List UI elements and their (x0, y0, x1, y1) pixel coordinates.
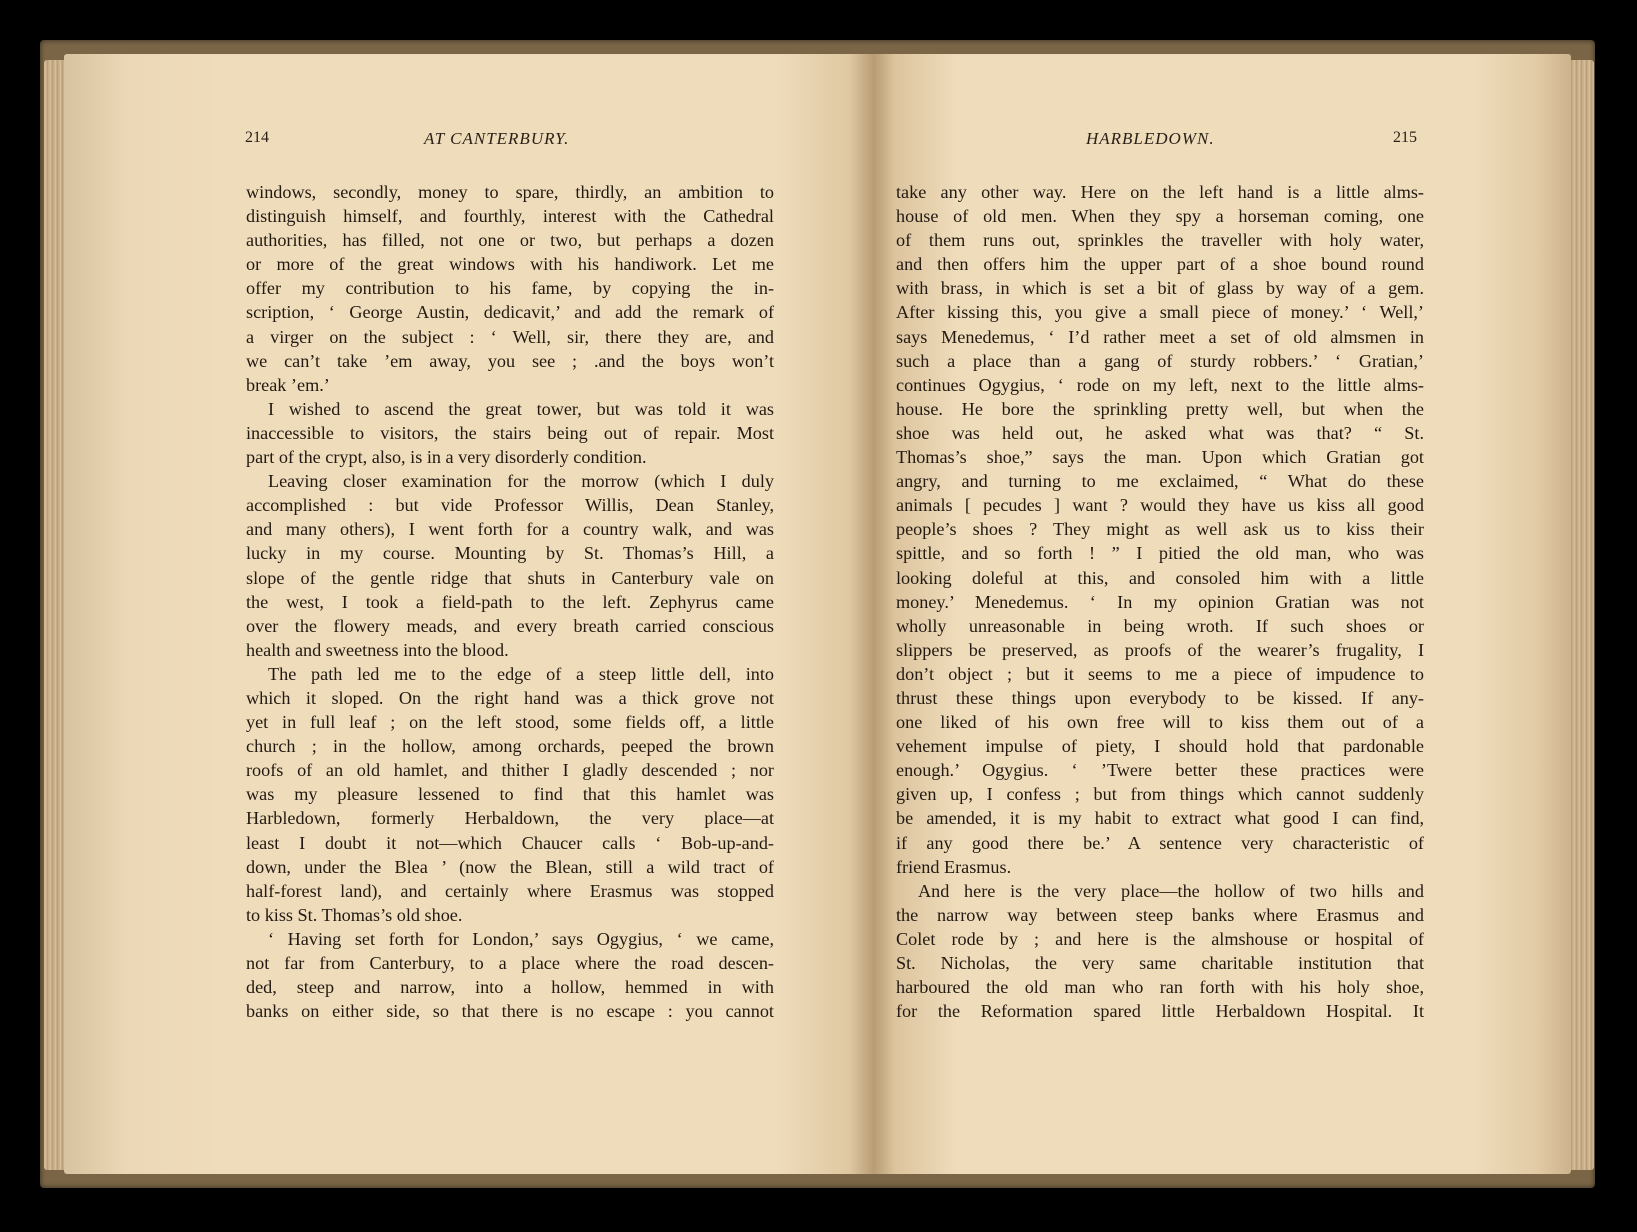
text-line: lucky in my course. Mounting by St. Thomas’s Hill, a (246, 543, 774, 564)
text-line: offer my contribution to his fame, by copying the in- (246, 278, 774, 299)
text-line: Leaving closer examination for the morrow (which I duly (268, 471, 774, 492)
text-line: the west, I took a field-path to the left. Zephyrus came (246, 591, 774, 612)
text-line: scription, ‘ George Austin, dedicavit,’ and add the remark of (246, 302, 774, 323)
text-line: Harbledown, formerly Herbaldown, the very place—at (246, 808, 774, 829)
text-line: wholly unreasonable in being wroth. If such shoes or (896, 615, 1424, 636)
text-line: given up, I confess ; but from things which cannot suddenly (896, 784, 1424, 805)
text-line: continues Ogygius, ‘ rode on my left, next to the little alms- (896, 374, 1424, 395)
text-line: over the flowery meads, and every breath carried conscious (246, 615, 774, 636)
text-line: people’s shoes ? They might as well ask us to kiss their (896, 519, 1424, 540)
text-line: vehement impulse of piety, I should hold that pardonable (896, 736, 1424, 757)
text-line: if any good there be.’ A sentence very characteristic of (896, 832, 1424, 853)
text-line: slippers be preserved, as proofs of the wearer’s frugality, I (896, 639, 1424, 660)
text-line: the narrow way between steep banks where Erasmus and (896, 904, 1424, 925)
text-line: down, under the Blea ’ (now the Blean, still a wild tract of (246, 856, 774, 877)
text-line: looking doleful at this, and consoled him with a little (896, 567, 1424, 588)
text-line: one liked of his own free will to kiss them out of a (896, 712, 1424, 733)
text-line: windows, secondly, money to spare, thirdly, an ambition to (246, 182, 774, 202)
text-line: Colet rode by ; and here is the almshouse or hospital of (896, 928, 1424, 949)
text-line: Thomas’s shoe,” says the man. Upon which Gratian got (896, 447, 1424, 468)
right-page-text (896, 180, 1424, 1023)
text-line: harboured the old man who ran forth with his holy shoe, (896, 977, 1424, 998)
text-line: be amended, it is my habit to extract what good I can find, (896, 808, 1424, 829)
text-line: slope of the gentle ridge that shuts in Canterbury vale on (246, 567, 774, 588)
text-line: I wished to ascend the great tower, but was told it was (268, 398, 774, 419)
text-line: house. He bore the sprinkling pretty well, but when the (896, 398, 1424, 419)
text-line: don’t object ; but it seems to me a piece of impudence to (896, 663, 1424, 684)
text-line: After kissing this, you give a small piece of money.’ ‘ Well,’ (896, 302, 1424, 323)
left-running-title: AT CANTERBURY. (424, 129, 570, 148)
text-line: friend Erasmus. (896, 856, 1012, 877)
text-line: to kiss St. Thomas’s old shoe. (246, 904, 463, 925)
text-line: for the Reformation spared little Herbaldown Hospital. It (896, 1001, 1424, 1022)
text-line: And here is the very place—the hollow of two hills and (918, 880, 1424, 901)
text-line: says Menedemus, ‘ I’d rather meet a set of old almsmen in (896, 326, 1424, 347)
text-line: ded, steep and narrow, into a hollow, hemmed in with (246, 977, 774, 998)
text-line: and then offers him the upper part of a shoe bound round (896, 254, 1424, 275)
text-line: inaccessible to visitors, the stairs being out of repair. Most (246, 422, 774, 443)
text-line: animals [ pecudes ] want ? would they have us kiss all good (896, 495, 1424, 516)
text-line: church ; in the hollow, among orchards, peeped the brown (246, 736, 774, 757)
text-line: ‘ Having set forth for London,’ says Ogygius, ‘ we came, (268, 928, 774, 949)
text-line: was my pleasure lessened to find that this hamlet was (246, 784, 774, 805)
text-line: accomplished : but vide Professor Willis, Dean Stanley, (246, 495, 774, 516)
page-edges-right (1568, 60, 1594, 1170)
right-running-title: HARBLEDOWN. (1086, 129, 1215, 148)
text-line: of them runs out, sprinkles the traveller with holy water, (896, 230, 1424, 251)
text-line: and many others), I went forth for a country walk, and was (246, 519, 774, 540)
text-line: such a place than a gang of sturdy robbers.’ ‘ Gratian,’ (896, 350, 1424, 371)
text-line: thrust these things upon everybody to be kissed. If any- (896, 687, 1424, 708)
text-line: house of old men. When they spy a horseman coming, one (896, 206, 1424, 227)
text-line: take any other way. Here on the left hand is a little alms- (896, 182, 1424, 202)
text-line: health and sweetness into the blood. (246, 639, 509, 660)
text-line: we can’t take ’em away, you see ; .and the boys won’t (246, 350, 774, 371)
text-line: break ’em.’ (246, 374, 330, 395)
text-line: authorities, has filled, not one or two, but perhaps a dozen (246, 230, 774, 251)
text-line: The path led me to the edge of a steep little dell, into (268, 663, 774, 684)
left-page-text (246, 180, 774, 1023)
text-line: part of the crypt, also, is in a very disorderly condition. (246, 447, 647, 468)
text-line: spittle, and so forth ! ” I pitied the old man, who was (896, 543, 1424, 564)
text-line: or more of the great windows with his handiwork. Let me (246, 254, 774, 275)
text-line: enough.’ Ogygius. ‘ ’Twere better these practices were (896, 760, 1424, 781)
text-line: half-forest land), and certainly where Erasmus was stopped (246, 880, 774, 901)
text-line: a virger on the subject : ‘ Well, sir, there they are, and (246, 326, 774, 347)
text-line: yet in full leaf ; on the left stood, some fields off, a little (246, 712, 774, 733)
text-line: St. Nicholas, the very same charitable institution that (896, 953, 1424, 973)
text-line: banks on either side, so that there is no escape : you cannot (246, 1001, 774, 1022)
text-line: roofs of an old hamlet, and thither I gladly descended ; nor (246, 760, 774, 781)
text-line: least I doubt it not—which Chaucer calls ‘ Bob-up-and- (246, 832, 774, 853)
text-line: distinguish himself, and fourthly, interest with the Cathedral (246, 206, 774, 227)
text-line: not far from Canterbury, to a place where the road descen- (246, 953, 774, 973)
text-line: with brass, in which is set a bit of glass by way of a gem. (896, 278, 1424, 299)
right-page-header (0, 129, 1637, 153)
text-line: shoe was held out, he asked what was that? “ St. (896, 422, 1424, 443)
left-page-number: 214 (245, 129, 269, 146)
text-line: angry, and turning to me exclaimed, “ What do these (896, 471, 1424, 492)
text-line: which it sloped. On the right hand was a thick grove not (246, 687, 774, 708)
right-page-number: 215 (1393, 129, 1417, 146)
text-line: money.’ Menedemus. ‘ In my opinion Gratian was not (896, 591, 1424, 612)
